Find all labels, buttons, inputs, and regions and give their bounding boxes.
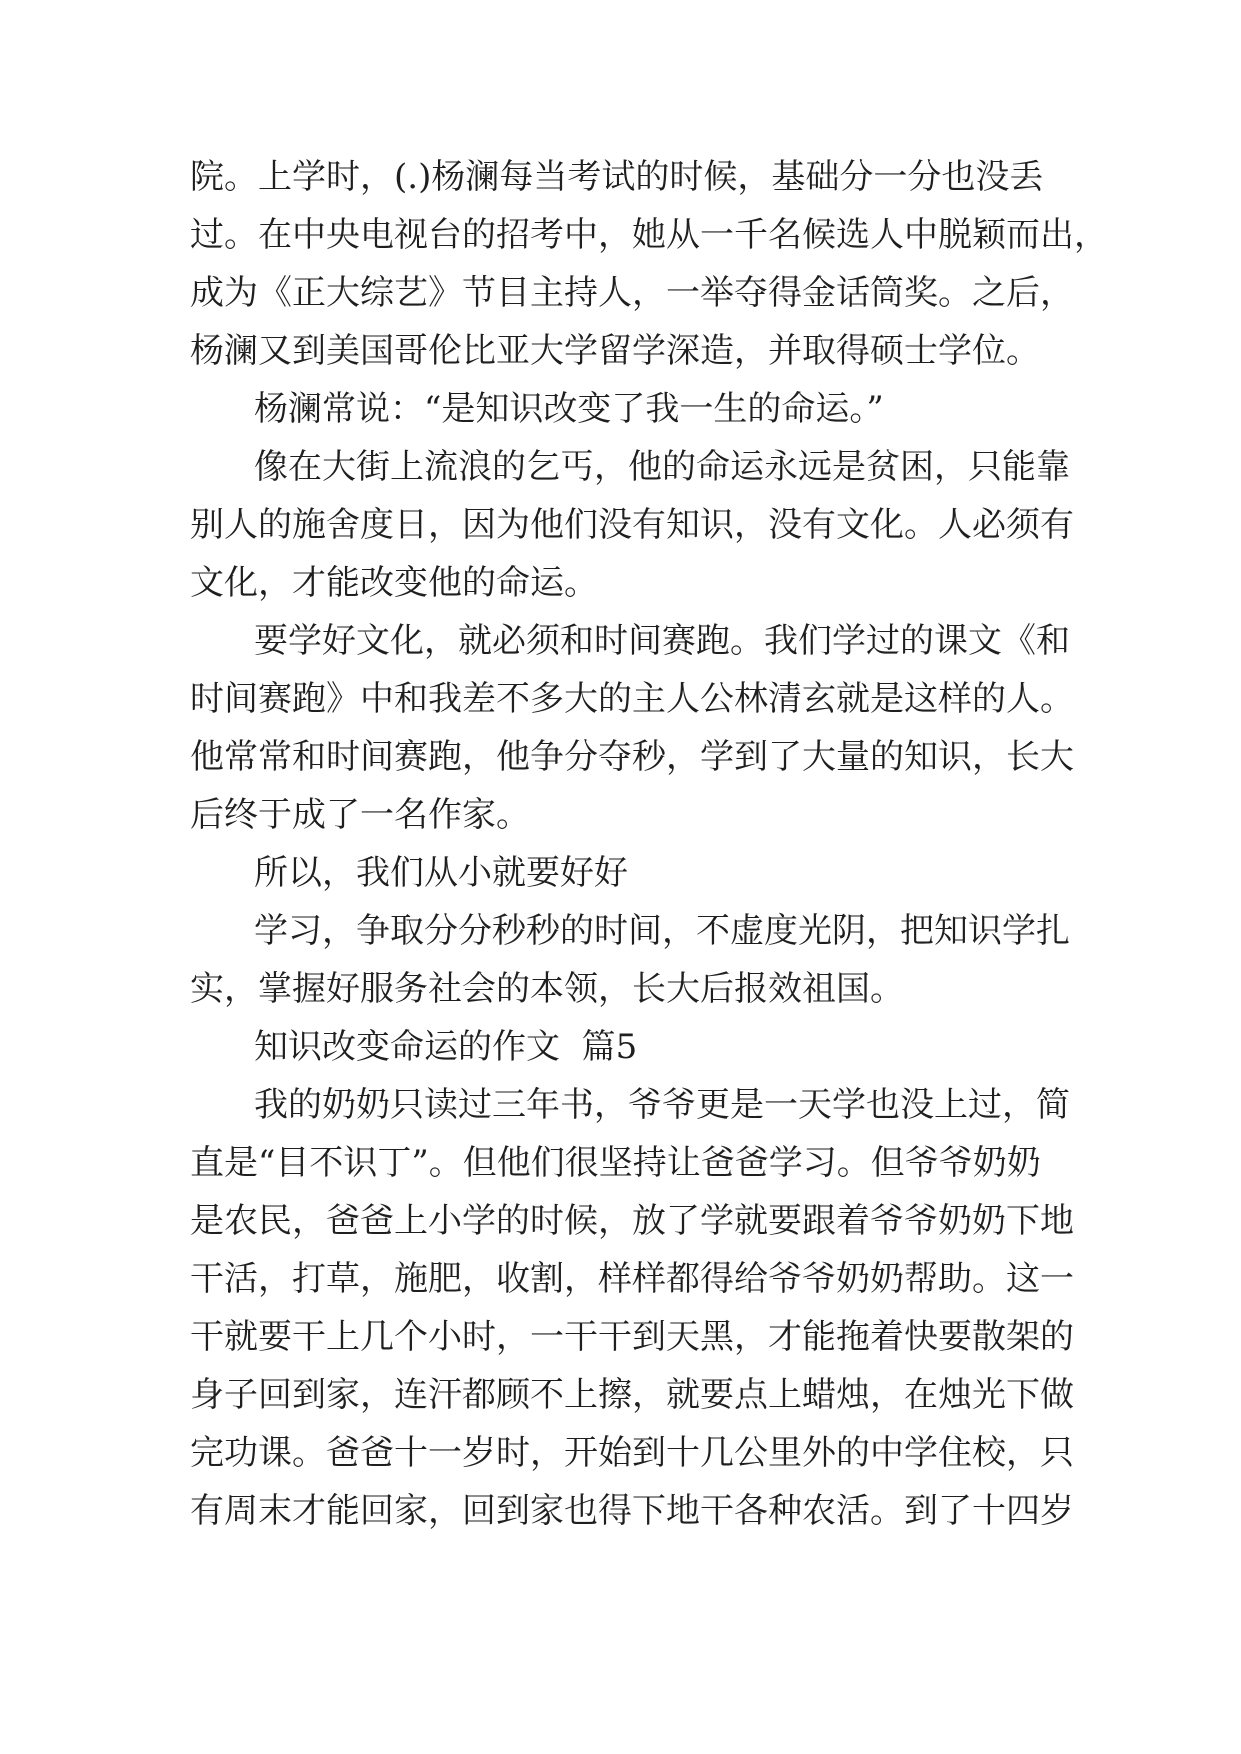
text-line: 杨澜常说：“是知识改变了我一生的命运。” — [254, 389, 884, 429]
paragraph — [190, 844, 1090, 902]
paragraph — [190, 380, 1090, 438]
text-line: 时间赛跑》中和我差不多大的主人公林清玄就是这样的人。 — [190, 679, 1074, 719]
text-line: 他常常和时间赛跑，他争分夺秒，学到了大量的知识，长大 — [190, 737, 1074, 777]
text-line: 成为《正大综艺》节目主持人，一举夺得金话筒奖。之后， — [190, 273, 1074, 313]
text-line: 像在大街上流浪的乞丐，他的命运永远是贫困，只能靠 — [254, 447, 1070, 487]
text-line: 身子回到家，连汗都顾不上擦，就要点上蜡烛，在烛光下做 — [190, 1375, 1074, 1415]
document-body — [190, 148, 1108, 1540]
text-line: 实，掌握好服务社会的本领，长大后报效祖国。 — [190, 969, 904, 1009]
text-line: 直是“目不识丁”。但他们很坚持让爸爸学习。但爷爷奶奶 — [190, 1143, 1041, 1183]
text-line: 院。上学时，(.)杨澜每当考试的时候，基础分一分也没丢 — [190, 157, 1044, 197]
paragraph — [190, 612, 1090, 844]
paragraph — [190, 438, 1090, 612]
text-line: 别人的施舍度日，因为他们没有知识，没有文化。人必须有 — [190, 505, 1074, 545]
text-line: 过。在中央电视台的招考中，她从一千名候选人中脱颖而出， — [190, 215, 1108, 255]
text-line: 我的奶奶只读过三年书，爷爷更是一天学也没上过，简 — [254, 1085, 1070, 1125]
paragraph — [190, 1076, 1090, 1540]
text-line: 杨澜又到美国哥伦比亚大学留学深造，并取得硕士学位。 — [190, 331, 1040, 371]
text-line: 知识改变命运的作文 篇5 — [254, 1027, 638, 1067]
text-line: 后终于成了一名作家。 — [190, 795, 530, 835]
text-line: 所以，我们从小就要好好 — [254, 853, 628, 893]
text-line: 要学好文化，就必须和时间赛跑。我们学过的课文《和 — [254, 621, 1070, 661]
paragraph — [190, 1018, 1090, 1076]
text-line: 学习，争取分分秒秒的时间，不虚度光阴，把知识学扎 — [254, 911, 1070, 951]
text-line: 干活，打草，施肥，收割，样样都得给爷爷奶奶帮助。这一 — [190, 1259, 1074, 1299]
paragraph — [190, 148, 1108, 380]
text-line: 文化，才能改变他的命运。 — [190, 563, 598, 603]
text-line: 完功课。爸爸十一岁时，开始到十几公里外的中学住校，只 — [190, 1433, 1074, 1473]
text-line: 干就要干上几个小时，一干干到天黑，才能拖着快要散架的 — [190, 1317, 1074, 1357]
text-line: 是农民，爸爸上小学的时候，放了学就要跟着爷爷奶奶下地 — [190, 1201, 1074, 1241]
paragraph — [190, 902, 1090, 1018]
text-line: 有周末才能回家，回到家也得下地干各种农活。到了十四岁 — [190, 1491, 1074, 1531]
